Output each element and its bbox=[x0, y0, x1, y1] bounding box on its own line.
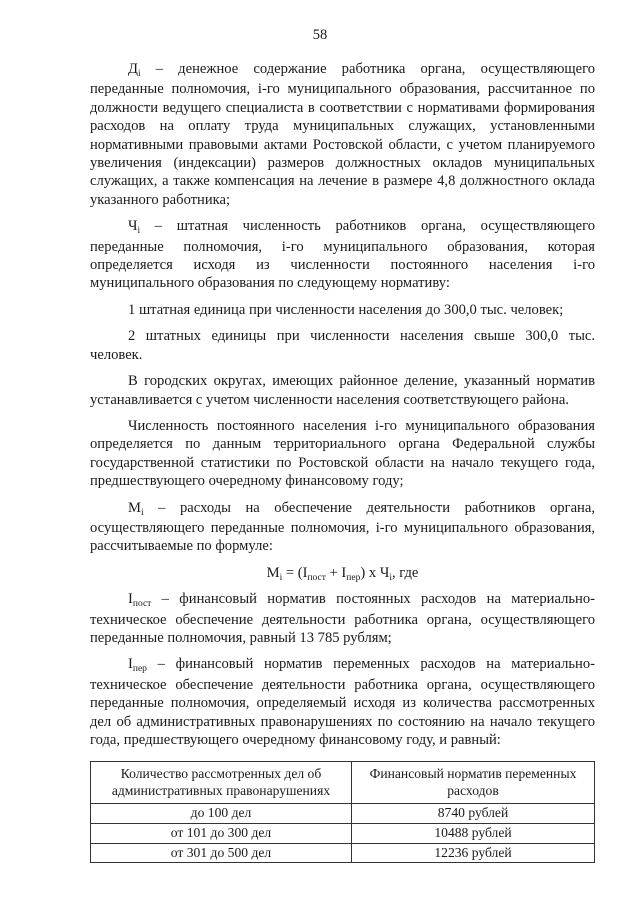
paragraph-d: $Д_i$ – денежное содержание работника органа, осуществляющего переданные полномочия, i-го муниципального образования, рассчитанное по должности ведущего специалиста в соответствии с нормативами формирования расходов на оплату труда муниципальных служащих, установленными нормативными правовыми актами Ростовской области, с учетом планируемого увеличения (индексации) размеров должностных окладов муниципальных служащих, а также компенсация на лечение в размере 4,8 должностного оклада указанного работника; bbox=[90, 61, 595, 208]
paragraph-i-post: $I_{пост}$ – финансовый норматив постоянных расходов на материально-техническое обеспечение деятельности работника органа, осуществляющего переданные полномочия, равный 13 785 рублям; bbox=[90, 591, 595, 646]
paragraph-ch: $Ч_i$ – штатная численность работников органа, осуществляющего переданные полномочия, i-го муниципального образования, которая определяется исходя из численности постоянного населения i-го муниципального образования по следующему нормативу: bbox=[90, 218, 595, 292]
table-header-norm: Финансовый норматив переменных расходов bbox=[352, 762, 595, 804]
table-cell: до 100 дел bbox=[91, 804, 352, 824]
formula: $М_i = (I_{пост} + I_{пер})$ х $Ч_i$, где bbox=[266, 564, 419, 583]
table-row bbox=[91, 804, 595, 824]
norms-table bbox=[90, 761, 595, 863]
table-row bbox=[91, 843, 595, 863]
paragraph-i-per: $I_{пер}$ – финансовый норматив переменных расходов на материально-техническое обеспечение деятельности работника органа, осуществляющего переданные полномочия, определяемый исходя из количества рассмотренных дел об административных правонарушениях по состоянию на начало текущего года, предшествующего очередному финансовому году, и равный: bbox=[90, 656, 595, 748]
table-cell: 12236 рублей bbox=[352, 843, 595, 863]
table-row bbox=[91, 823, 595, 843]
table-cell: от 301 до 500 дел bbox=[91, 843, 352, 863]
table-header-cases: Количество рассмотренных дел об административных правонарушениях bbox=[91, 762, 352, 804]
paragraph-city-districts: В городских округах, имеющих районное деление, указанный норматив устанавливается с учетом численности населения соответствующего района. bbox=[90, 373, 595, 408]
paragraph-m: $М_i$ – расходы на обеспечение деятельности работников органа, осуществляющего переданные полномочия, i-го муниципального образования, рассчитываемые по формуле: bbox=[90, 499, 595, 555]
paragraph-population: Численность постоянного населения i-го муниципального образования определяется по данным территориального органа Федеральной службы государственной статистики по Ростовской области на начало текущего года, предшествующего очередному финансовому году; bbox=[90, 417, 595, 490]
table-cell: 8740 рублей bbox=[352, 804, 595, 824]
table-header-row bbox=[91, 762, 595, 804]
document-body bbox=[90, 60, 595, 863]
paragraph-norm-1: 1 штатная единица при численности населения до 300,0 тыс. человек; bbox=[128, 301, 564, 318]
paragraph-norm-2: 2 штатных единицы при численности населения свыше 300,0 тыс. человек. bbox=[90, 328, 595, 363]
table-cell: 10488 рублей bbox=[352, 823, 595, 843]
table-cell: от 101 до 300 дел bbox=[91, 823, 352, 843]
page-number: 58 bbox=[312, 27, 328, 43]
